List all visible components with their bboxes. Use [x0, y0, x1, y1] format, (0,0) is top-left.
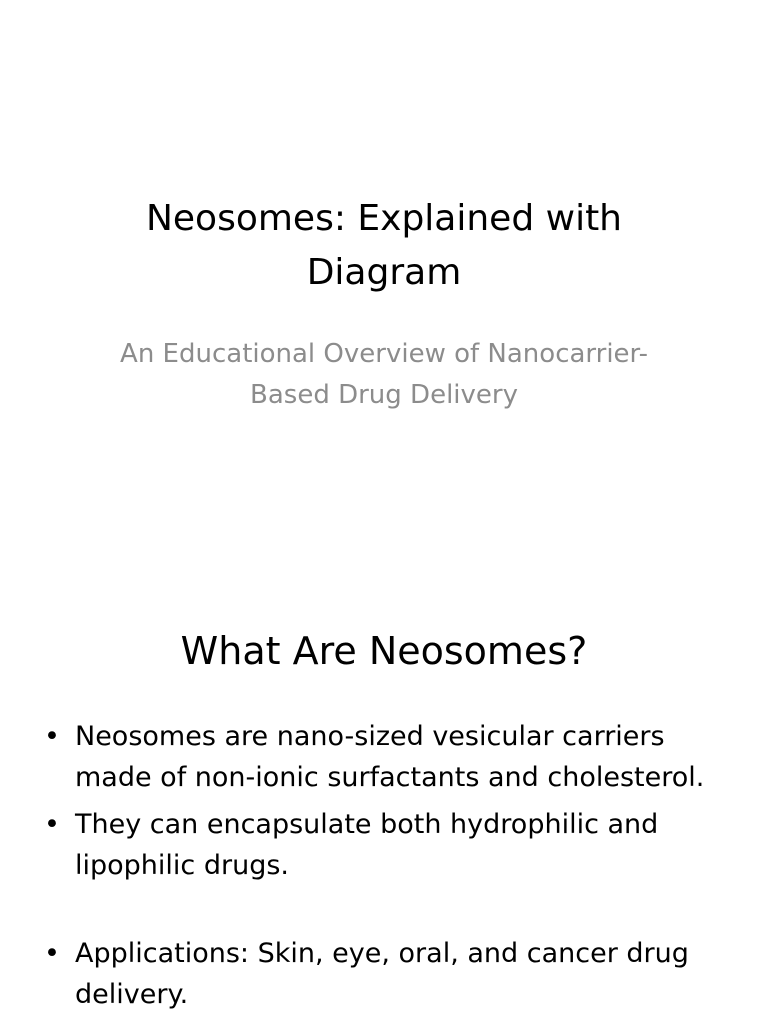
bullet-dot-icon: •	[44, 938, 60, 969]
bullet-list	[40, 716, 740, 1021]
bullet-item	[40, 804, 740, 886]
bullet-text: They can encapsulate both hydrophilic and lipophilic drugs.	[75, 809, 659, 881]
bullet-dot-icon: •	[44, 809, 60, 840]
bullet-item	[40, 933, 740, 1015]
slide-subtitle: An Educational Overview of Nanocarrier-Based Drug Delivery	[120, 339, 648, 410]
slide-title: Neosomes: Explained with Diagram	[145, 198, 623, 293]
bullet-item	[40, 716, 740, 798]
bullet-dot-icon: •	[44, 721, 60, 752]
bullet-text: Applications: Skin, eye, oral, and cancer drug delivery.	[75, 938, 689, 1010]
bullet-text: Neosomes are nano-sized vesicular carriers made of non-ionic surfactants and cholesterol.	[75, 721, 705, 793]
slide-heading: What Are Neosomes?	[180, 629, 588, 673]
content-slide	[0, 576, 768, 1024]
